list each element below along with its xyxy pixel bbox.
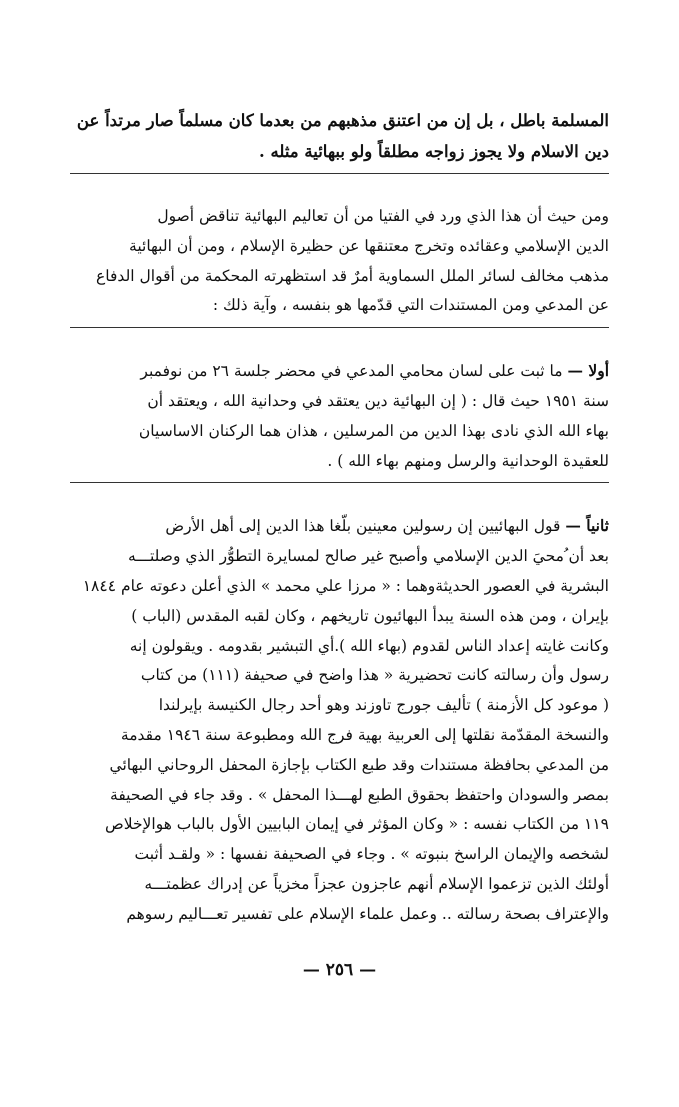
text-line: بعد أن ُمحيَ الدين الإسلامي وأصبح غير صالح لمسايرة التطوُّر الذي وصلتـــه [128,547,609,566]
text-line: والنسخة المقدّمة نقلتها إلى العربية بهية فرج الله ومطبوعة سنة ١٩٤٦ مقدمة [120,725,609,744]
paragraph-lead: أولا — [567,361,609,381]
text-line: البشرية في العصور الحديثةوهما : « مرزا علي محمد » الذي أعلن دعوته عام ١٨٤٤ [82,576,609,595]
document-page [70,105,609,930]
divider-line [70,482,609,503]
paragraph-lead: ثانياً — [565,516,609,536]
text-line: دين الاسلام ولا يجوز زواجه مطلقاً ولو ببهائية مثله . [259,142,609,161]
paragraph-1 [70,202,609,321]
text-line [70,511,609,542]
text-line: ( موعود كل الأزمنة ) تأليف جورج تاوزند وهو أحد رجال الكنيسة بإيرلندا [158,696,609,715]
text-line: سنة ١٩٥١ حيث قال : ( إن البهائية دين يعتقد في وحدانية الله ، ويعتقد أن [147,391,609,410]
text-line [70,356,609,387]
intro-paragraph [70,105,609,167]
paragraph-3 [70,511,609,929]
text-line: رسول وأن رسالته كانت تحضيرية « هذا واضح في صحيفة (١١١) من كتاب [140,666,609,685]
text-line: المسلمة باطل ، بل إن من اعتنق مذهبهم من بعدما كان مسلماً صار مرتداً عن [76,111,609,130]
text-fragment: ما ثبت على لسان محامي المدعي في محضر جلسة ٢٦ من نوفمبر [140,362,563,381]
text-line: بإيران ، ومن هذه السنة يبدأ البهائيون تاريخهم ، وكان لقبه المقدس (الباب ) [131,606,609,625]
text-line: وكانت غايته إعداد الناس لقدوم (بهاء الله ).أي التبشير بقدومه . ويقولون إنه [129,636,609,655]
text-line: من المدعي بحافظة مستندات وقد طبع الكتاب بإجازة المحفل الروحاني البهائي [109,755,609,774]
text-fragment: قول البهائيين إن رسولين معينين بلّغا هذا الدين إلى أهل الأرض [165,517,561,536]
text-line: ١١٩ من الكتاب نفسه : « وكان المؤثر في إيمان البابيين الأول بالباب هوالإخلاص [104,815,609,834]
divider-line [70,327,609,348]
text-line: أولئك الذين تزعموا الإسلام أنهم عاجزون عجزاً مخزياً عن إدراك عظمتـــه [144,874,609,893]
text-line: لشخصه والإيمان الراسخ بنبوته » . وجاء في الصحيفة نفسها : « ولقـد أثبت [134,845,609,864]
text-line: للعقيدة الوحدانية والرسل ومنهم بهاء الله ) . [327,451,609,470]
divider-line [70,173,609,194]
text-line: بمصر والسودان واحتفظ بحقوق الطبع لهـــذا المحفل » . وقد جاء في الصحيفة [110,785,609,804]
text-line: مذهب مخالف لسائر الملل السماوية أمرٌ قد استظهرته المحكمة من أقوال الدفاع [96,266,609,285]
text-line: عن المدعي ومن المستندات التي قدّمها هو بنفسه ، وآية ذلك : [212,296,609,315]
page-number: — ٢٥٦ — [302,960,377,980]
text-line: ومن حيث أن هذا الذي ورد في الفتيا من أن تعاليم البهائية تناقض أصول [157,207,609,225]
text-line: والإعتراف بصحة رسالته .. وعمل علماء الإسلام على تفسير تعـــاليم رسوهم [126,904,609,923]
text-line: بهاء الله الذي نادى بهذا الدين من المرسلين ، هذان هما الركنان الاساسيان [138,421,609,440]
paragraph-2 [70,356,609,476]
text-line: الدين الإسلامي وعقائده وتخرج معتنقها عن حظيرة الإسلام ، ومن أن البهائية [129,236,609,255]
